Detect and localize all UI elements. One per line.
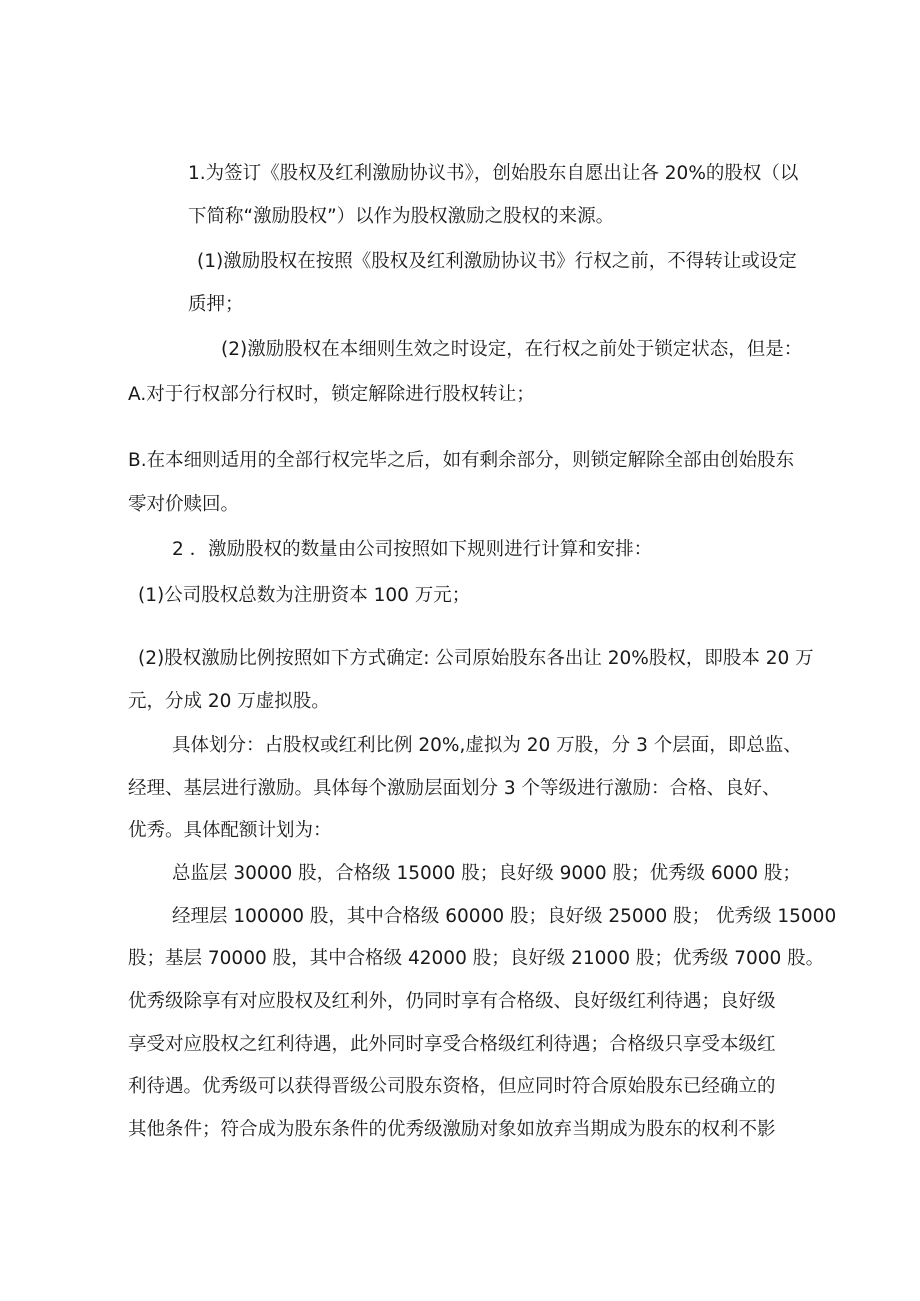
para-8-line-2: 元，分成 20 万虚拟股。 <box>128 691 330 712</box>
para-1-line-1: 1.为签订《股权及红利激励协议书》，创始股东自愿出让各 20%的股权（以 <box>188 163 799 184</box>
para-11-line-5: 利待遇。优秀级可以获得晋级公司股东资格，但应同时符合原始股东已经确立的 <box>128 1076 776 1097</box>
para-11-line-3: 优秀级除享有对应股权及红利外，仍同时享有合格级、良好级红利待遇；良好级 <box>128 991 776 1012</box>
para-5-line-1: B.在本细则适用的全部行权完毕之后，如有剩余部分，则锁定解除全部由创始股东 <box>128 450 795 471</box>
para-3-line-1: (2)激励股权在本细则生效之时设定，在行权之前处于锁定状态，但是： <box>221 339 803 360</box>
para-7-line-1: (1)公司股权总数为注册资本 100 万元； <box>138 585 471 606</box>
para-11-line-4: 享受对应股权之红利待遇，此外同时享受合格级红利待遇；合格级只享受本级红 <box>128 1034 776 1055</box>
para-11-line-2: 股；基层 70000 股，其中合格级 42000 股；良好级 21000 股；优秀级 7000 股。 <box>128 948 825 969</box>
para-9-line-1: 具体划分：占股权或红利比例 20%,虚拟为 20 万股，分 3 个层面，即总监、 <box>172 735 802 756</box>
para-11-line-1: 经理层 100000 股，其中合格级 60000 股；良好级 25000 股； 优秀级 15000 <box>172 906 837 927</box>
para-9-line-3: 优秀。具体配额计划为： <box>128 820 332 841</box>
para-10-line-1: 总监层 30000 股，合格级 15000 股；良好级 9000 股；优秀级 6000 股； <box>172 863 801 884</box>
para-8-line-1: (2)股权激励比例按照如下方式确定: 公司原始股东各出让 20%股权，即股本 20 万 <box>138 648 814 669</box>
para-4-line-1: A.对于行权部分行权时，锁定解除进行股权转让； <box>128 384 535 405</box>
para-5-line-2: 零对价赎回。 <box>128 494 240 515</box>
para-1-line-2: 下简称“激励股权”）以作为股权激励之股权的来源。 <box>188 206 615 227</box>
para-6-line-1: 2 ．激励股权的数量由公司按照如下规则进行计算和安排： <box>172 539 653 560</box>
para-2-line-1: (1)激励股权在按照《股权及红利激励协议书》行权之前，不得转让或设定 <box>197 251 797 272</box>
para-2-line-2: 质押； <box>188 294 244 315</box>
para-9-line-2: 经理、基层进行激励。具体每个激励层面划分 3 个等级进行激励：合格、良好、 <box>128 778 781 799</box>
para-11-line-6: 其他条件；符合成为股东条件的优秀级激励对象如放弃当期成为股东的权利不影 <box>128 1119 776 1140</box>
